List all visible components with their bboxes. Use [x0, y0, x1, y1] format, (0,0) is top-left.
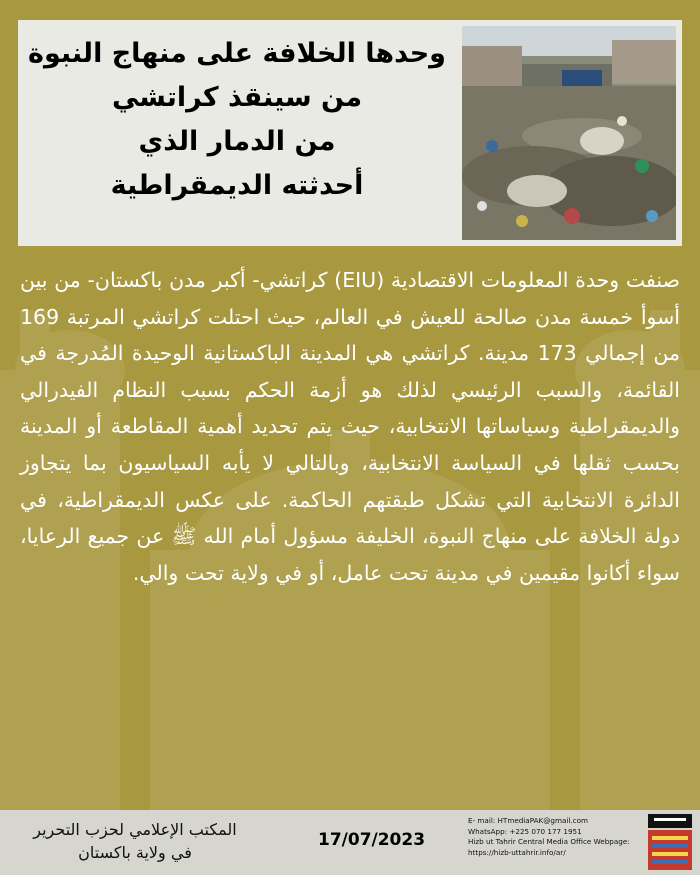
media-office-line-1: المكتب الإعلامي لحزب التحرير	[33, 820, 237, 839]
headline-line-1: وحدها الخلافة على منهاج النبوة	[28, 38, 446, 69]
headline	[22, 32, 452, 208]
contact-office: Hizb ut Tahrir Central Media Office Webpage:	[468, 837, 630, 847]
contact-email: E- mail: HTmediaPAK@gmail.com	[468, 816, 588, 825]
headline-line-2: من سينقذ كراتشي	[111, 82, 363, 113]
media-office-line-2: في ولاية باكستان	[78, 843, 192, 862]
headline-line-3: من الدمار الذي	[138, 126, 336, 157]
hizb-ut-tahrir-logo-icon	[644, 814, 696, 872]
garbage-street-photo	[462, 26, 676, 240]
contact-info	[468, 816, 636, 858]
footer	[0, 810, 700, 875]
article-body: صنفت وحدة المعلومات الاقتصادية (EIU) كراتشي- أكبر مدن باكستان- من بين أسوأ خمسة مدن صالحة للعيش في العالم، حيث احتلت كراتشي المرتبة 169 من إجمالي 173 مدينة. كراتشي هي المدينة الباكستانية الوحيدة المُدرجة في القائمة، والسبب الرئيسي لذلك هو أزمة الحكم بسبب النظام الفيدرالي والديمقراطية وسياساتها الانتخابية، حيث يتم تحديد أهمية المقاطعة أو المدينة بحسب ثقلها في السياسة الانتخابية، وبالتالي لا يأبه السياسيون بما يتجاوز الدائرة الانتخابية التي تشكل طبقتهم الحاكمة. على عكس الديمقراطية، في دولة الخلافة على منهاج النبوة، الخليفة مسؤول أمام الله ﷺ عن جميع الرعايا، سواء أكانوا مقيمين في مدينة تحت عامل، أو في ولاية تحت والي.	[20, 268, 680, 585]
contact-whatsapp: WhatsApp: +225 070 177 1951	[468, 826, 582, 836]
headline-line-4: أحدثته الديمقراطية	[110, 170, 364, 201]
header-card	[18, 20, 682, 246]
contact-url: https://hizb-uttahrir.info/ar/	[468, 847, 566, 857]
date: 17/07/2023	[318, 830, 426, 850]
media-office-name	[10, 818, 260, 864]
